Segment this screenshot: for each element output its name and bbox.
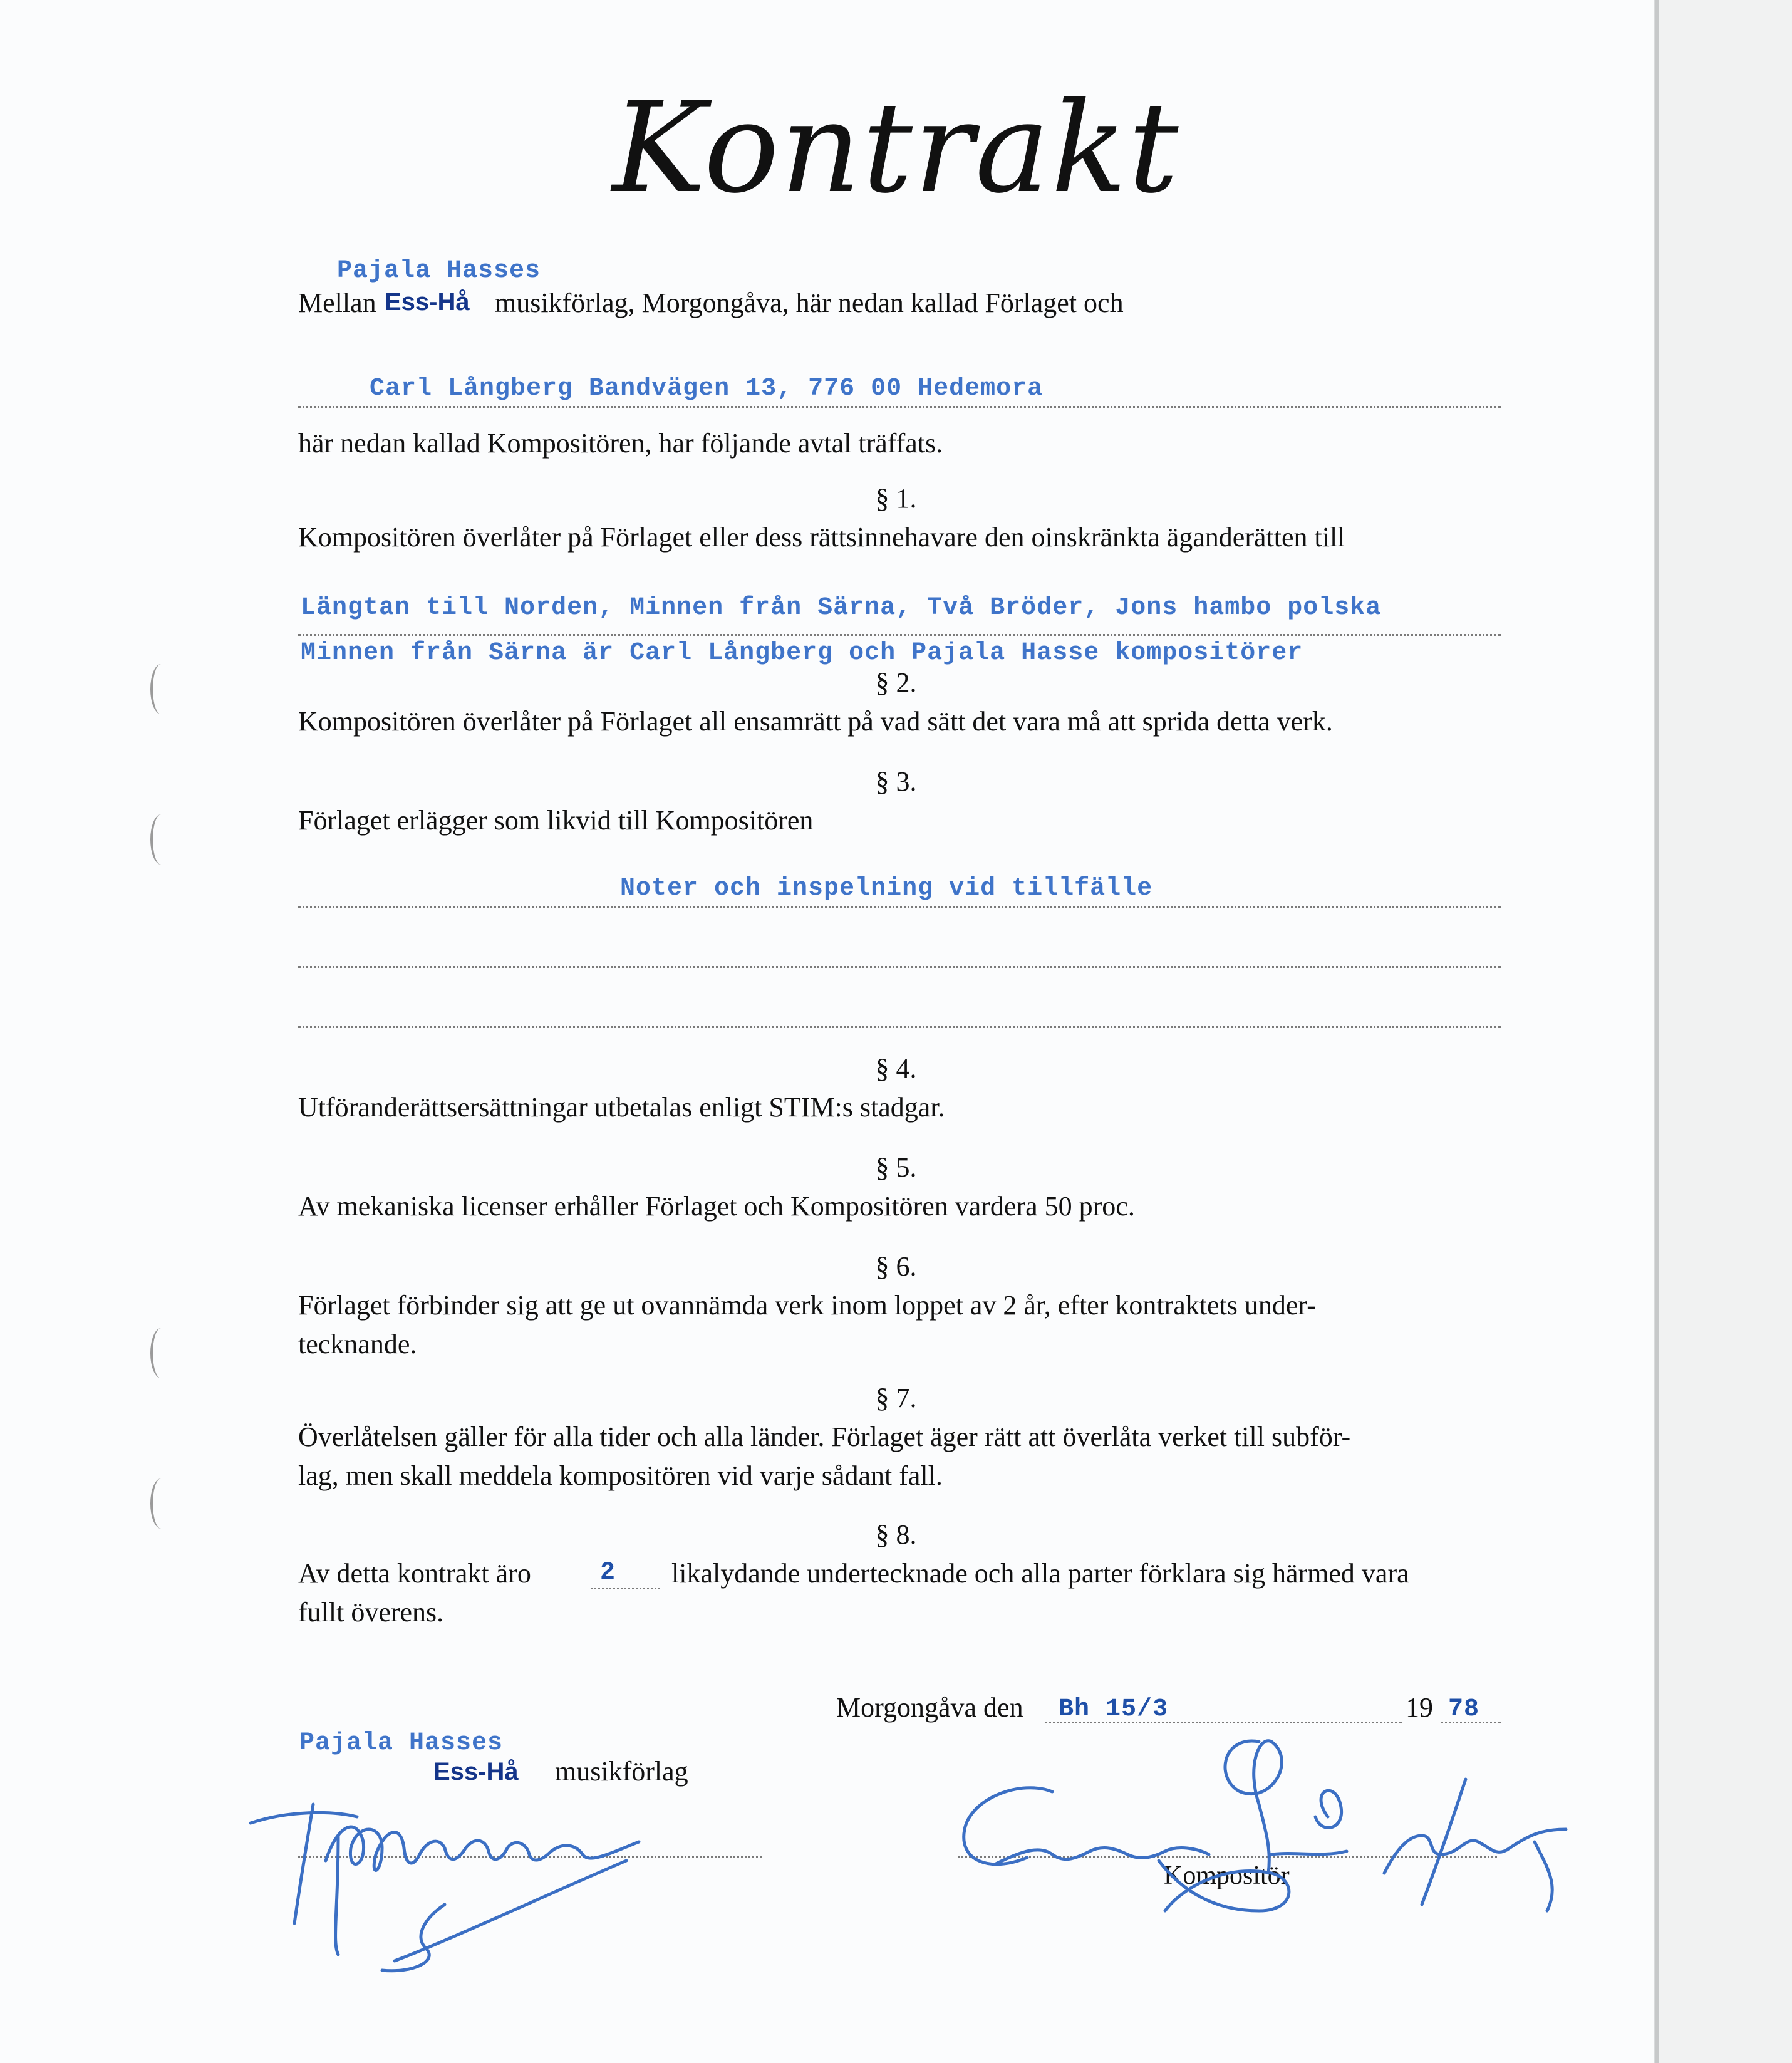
signer-publisher-typed: Pajala Hasses <box>299 1729 504 1757</box>
page-edge <box>1654 0 1792 2063</box>
composer-signature <box>946 1723 1610 1936</box>
publisher-signature <box>238 1785 739 1986</box>
publisher-stamp: Ess-Hå <box>385 288 470 316</box>
fill-line <box>298 406 1501 408</box>
composer-address-typed: Carl Långberg Bandvägen 13, 776 00 Hedemora <box>370 375 1044 403</box>
signing-year-typed: 78 <box>1448 1695 1480 1723</box>
section-1-heading: § 1. <box>875 483 917 514</box>
section-1-text: Kompositören överlåter på Förlaget eller dess rättsinnehavare den oinskränkta äganderätten till <box>298 522 1345 553</box>
section-7-line-1: Överlåtelsen gäller för alla tider och alla länder. Förlaget äger rätt att överlåta verket till subför- <box>298 1421 1351 1452</box>
section-8-pre: Av detta kontrakt äro <box>298 1558 531 1589</box>
fill-line <box>298 1026 1501 1028</box>
fill-line <box>298 634 1501 636</box>
intro-mellan: Mellan <box>298 288 376 318</box>
signing-place: Morgongåva den <box>836 1692 1023 1723</box>
binder-hole-mark <box>150 1328 172 1378</box>
payment-typed: Noter och inspelning vid tillfälle <box>620 875 1153 903</box>
works-typed-line-1: Längtan till Norden, Minnen från Särna, Två Bröder, Jons hambo polska <box>301 594 1382 622</box>
publisher-name-typed: Pajala Hasses <box>337 257 541 285</box>
intro-text: musikförlag, Morgongåva, här nedan kallad Förlaget och <box>495 288 1124 318</box>
section-6-line-2: tecknande. <box>298 1329 417 1359</box>
works-typed-line-2: Minnen från Särna är Carl Långberg och Pajala Hasse kompositörer <box>301 639 1303 667</box>
section-5-text: Av mekaniska licenser erhåller Förlaget och Kompositören vardera 50 proc. <box>298 1191 1135 1222</box>
section-3-heading: § 3. <box>875 766 917 797</box>
signer-publisher-stamp: Ess-Hå <box>433 1758 519 1785</box>
section-4-text: Utföranderättsersättningar utbetalas enligt STIM:s stadgar. <box>298 1092 945 1123</box>
section-8-line-2: fullt överens. <box>298 1597 444 1628</box>
section-6-heading: § 6. <box>875 1251 917 1282</box>
section-2-heading: § 2. <box>875 667 917 698</box>
section-2-text: Kompositören överlåter på Förlaget all ensamrätt på vad sätt det vara må att sprida detta verk. <box>298 706 1333 737</box>
fill-line <box>298 906 1501 908</box>
section-5-heading: § 5. <box>875 1152 917 1183</box>
section-7-line-2: lag, men skall meddela kompositören vid varje sådant fall. <box>298 1460 943 1491</box>
section-6-line-1: Förlaget förbinder sig att ge ut ovannämda verk inom loppet av 2 år, efter kontraktets under- <box>298 1290 1316 1321</box>
composer-label: Kompositör <box>1164 1861 1290 1890</box>
section-8-post: likalydande undertecknade och alla parter förklara sig härmed vara <box>671 1558 1409 1589</box>
signing-date-typed: Bh 15/3 <box>1059 1695 1169 1723</box>
signing-century: 19 <box>1406 1692 1433 1723</box>
section-3-text: Förlaget erlägger som likvid till Kompositören <box>298 805 814 836</box>
fill-line <box>298 966 1501 968</box>
intro-composer-text: här nedan kallad Kompositören, har följande avtal träffats. <box>298 428 943 459</box>
section-7-heading: § 7. <box>875 1383 917 1413</box>
signer-publisher-suffix: musikförlag <box>555 1756 688 1787</box>
fill-line <box>591 1588 660 1589</box>
document-title: Kontrakt <box>612 75 1180 221</box>
section-4-heading: § 4. <box>875 1053 917 1084</box>
copies-count-typed: 2 <box>600 1559 616 1587</box>
section-8-heading: § 8. <box>875 1519 917 1550</box>
binder-hole-mark <box>150 814 172 865</box>
